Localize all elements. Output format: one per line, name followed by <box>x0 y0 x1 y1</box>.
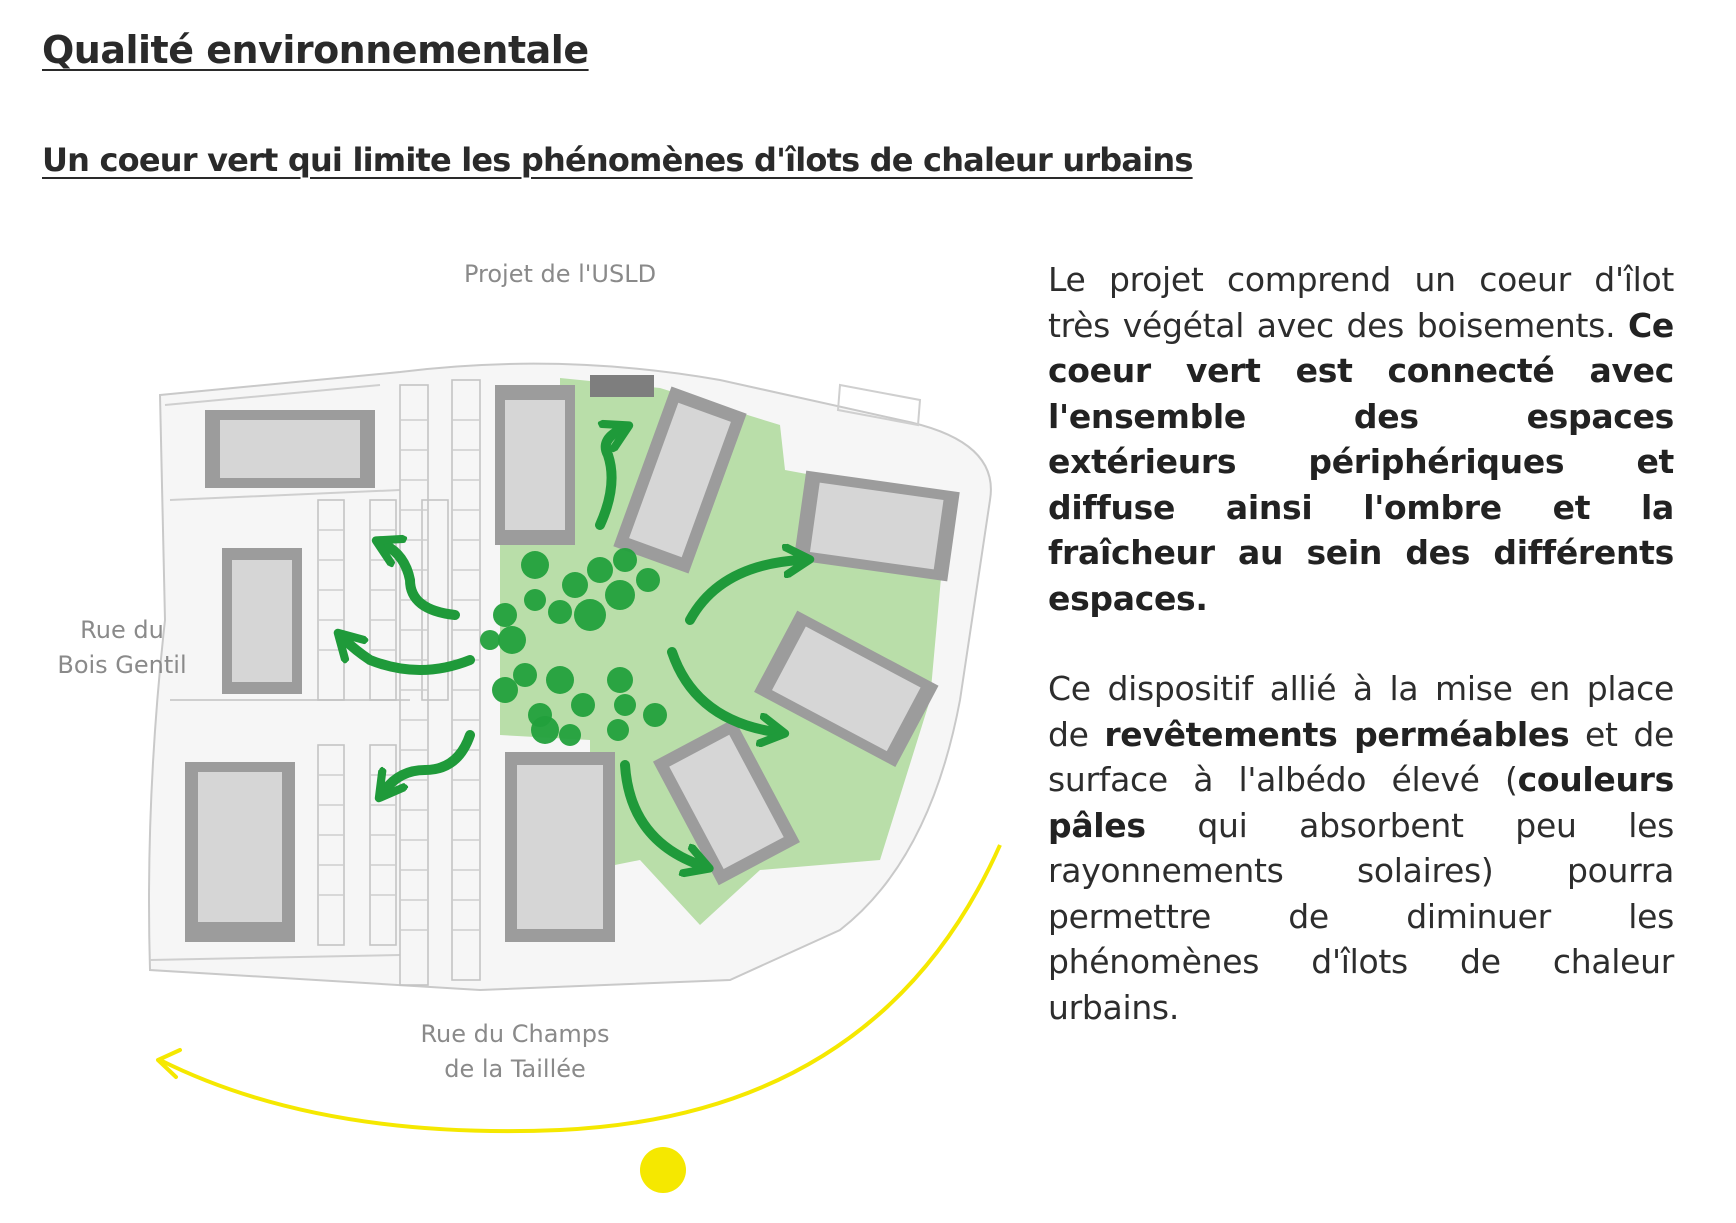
paragraph-1-bold: Ce coeur vert est connecté avec l'ensemble des espaces extérieurs périphériques et diffuse ainsi l'ombre et la fraîcheur au sein des différents espaces. <box>1048 305 1674 618</box>
sun-icon <box>640 1147 686 1193</box>
label-south-line1: Rue du Champs <box>420 1020 610 1048</box>
paragraph-2-bold2: couleurs pâles <box>1048 760 1674 845</box>
paragraph-1 <box>1048 257 1674 621</box>
label-north: Projet de l'USLD <box>463 260 657 288</box>
description <box>1048 257 1674 1030</box>
paragraph-2-bold1: revêtements perméables <box>1104 714 1570 754</box>
paragraph-2-part2: et de surface à l'albédo élevé ( <box>1048 714 1674 799</box>
label-west-line2: Bois Gentil <box>57 651 187 679</box>
page-subtitle: Un coeur vert qui limite les phénomènes d'îlots de chaleur urbains <box>42 141 1193 179</box>
paragraph-2-part1: Ce dispositif allié à la mise en place de <box>1048 669 1674 754</box>
paragraph-1-intro: Le projet comprend un coeur d'îlot très végétal avec des boisements. <box>1048 260 1674 345</box>
paragraph-2-part3: qui absorbent peu les rayonnements solaires) pourra permettre de diminuer les phénomènes d'îlots de chaleur urbains. <box>1048 805 1674 1027</box>
paragraph-2 <box>1048 666 1674 1030</box>
label-south-line2: de la Taillée <box>444 1055 586 1083</box>
label-west-line1: Rue du <box>80 616 164 644</box>
page-title: Qualité environnementale <box>42 28 589 72</box>
